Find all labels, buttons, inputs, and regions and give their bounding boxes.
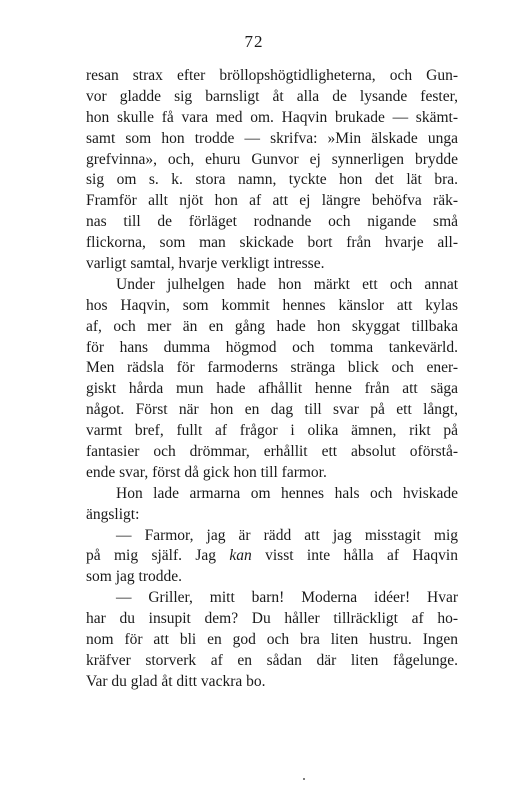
text-line: Hon lade armarna om hennes hals och hviskade: [116, 484, 458, 502]
body-text: [86, 66, 458, 693]
text-line: kräfver storverk af en sådan där liten fågelunge.: [86, 651, 458, 669]
text-line: ende svar, först då gick hon till farmor.: [86, 463, 327, 481]
text-line: varmt bref, fullt af frågor i olika ämnen, rikt på: [86, 422, 458, 440]
text-line: hon skulle få vara med om. Haqvin brukade — skämt-: [86, 108, 458, 126]
text-line: resan strax efter bröllopshögtidligheterna, och Gun-: [86, 67, 458, 84]
text-line: för hans dumma högmod och tomma tankevärld.: [86, 338, 458, 356]
text-line: af, och mer än en gång hade hon skyggat tillbaka: [86, 317, 458, 335]
text-line: något. Först när hon en dag till svar på ett långt,: [86, 401, 458, 419]
text-line: hos Haqvin, som kommit hennes känslor att kylas: [86, 296, 458, 314]
text-line: fantasier och drömmar, erhållit ett absolut oförstå-: [86, 443, 458, 461]
text-line: varligt samtal, hvarje verkligt intresse.: [86, 255, 325, 273]
text-line: Under julhelgen hade hon märkt ett och annat: [116, 275, 458, 293]
text-line: — Griller, mitt barn! Moderna idéer! Hvar: [116, 589, 458, 607]
text-line: samt som hon trodde — skrifva: »Min älskade unga: [86, 129, 458, 147]
text-line: sig om s. k. stora namn, tyckte hon det lät bra.: [86, 171, 458, 189]
text-line: giskt hårda mun hade afhållit henne från att säga: [86, 380, 458, 398]
text-line: Men rädsla för farmoderns stränga blick och ener-: [86, 359, 458, 377]
text-line: på mig själf. Jag kan visst inte hålla af Haqvin: [86, 547, 458, 565]
emphasized-word: kan: [229, 547, 252, 565]
paper-speck: [303, 778, 305, 780]
text-line: har du insupit dem? Du håller tillräckligt af ho-: [86, 610, 458, 628]
text-line: nas till de förläget rodnande och nigande små: [86, 213, 458, 231]
text-line: ängsligt:: [86, 505, 140, 523]
text-line: Framför allt njöt hon af att ej längre behöfva räk-: [86, 192, 458, 210]
text-line: Var du glad åt ditt vackra bo.: [86, 672, 266, 690]
text-line: nom för att bli en god och bra liten hustru. Ingen: [86, 631, 458, 649]
text-line: vor gladde sig barnsligt åt alla de lysande fester,: [86, 87, 458, 105]
text-line: flickorna, som man skickade bort från hvarje all-: [86, 234, 458, 252]
page-number: 72: [244, 32, 264, 51]
text-line: grefvinna», och, ehuru Gunvor ej synnerligen brydde: [86, 150, 458, 168]
text-line: — Farmor, jag är rädd att jag misstagit mig: [116, 526, 458, 544]
text-line: som jag trodde.: [86, 568, 182, 586]
